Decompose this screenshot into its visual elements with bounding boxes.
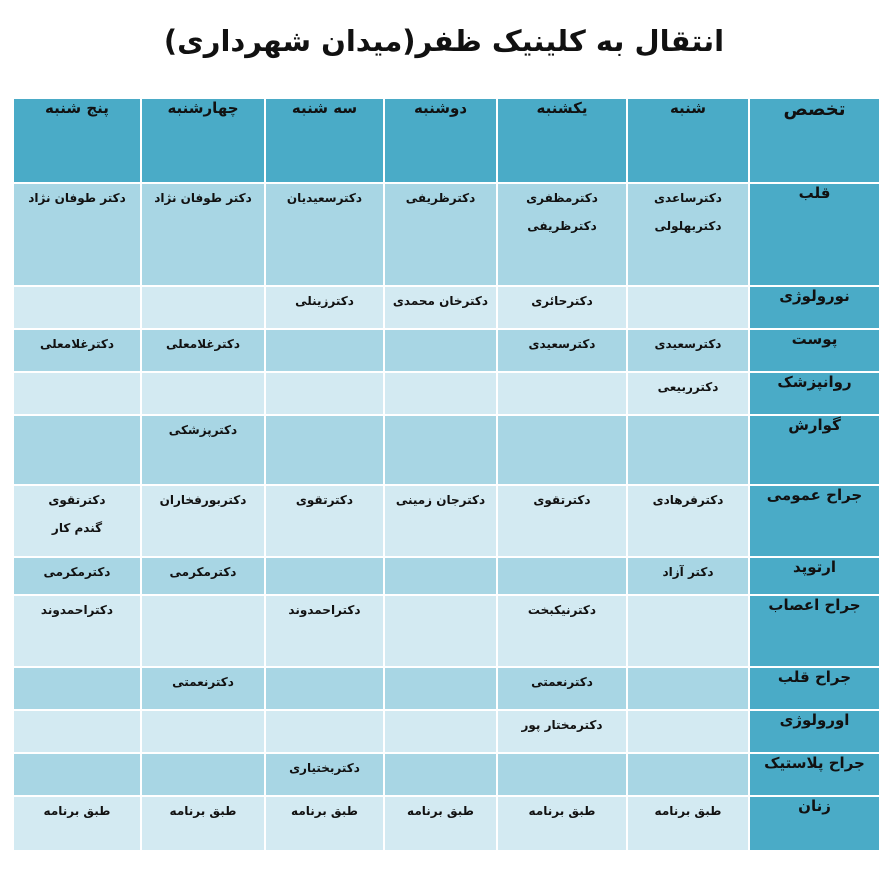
schedule-cell-thursday: [13, 183, 141, 286]
day-header-thursday: پنج شنبه: [13, 98, 141, 183]
doctor-name: طبق برنامه: [169, 804, 237, 818]
schedule-cell-saturday: [627, 753, 749, 796]
schedule-cell-tuesday: [265, 557, 384, 595]
schedule-cell-wednesday: [141, 485, 265, 557]
specialty-cell: جراح اعصاب: [749, 595, 880, 667]
table-row: [13, 372, 880, 415]
doctor-name: طبق برنامه: [291, 804, 358, 818]
schedule-cell-monday: [384, 372, 497, 415]
schedule-cell-saturday: [627, 485, 749, 557]
schedule-body: [13, 183, 880, 851]
schedule-cell-thursday: [13, 557, 141, 595]
schedule-cell-sunday: [497, 183, 627, 286]
schedule-cell-tuesday: [265, 667, 384, 710]
header-row: [13, 98, 880, 183]
doctor-name: دکترظریفی: [405, 191, 476, 205]
doctor-name: دکترتقوی: [295, 493, 354, 507]
schedule-cell-thursday: [13, 796, 141, 851]
doctor-name: دکترحائری: [531, 294, 593, 308]
schedule-cell-wednesday: [141, 372, 265, 415]
doctor-name: دکترغلامعلی: [165, 337, 241, 351]
specialty-cell: اورولوژی: [749, 710, 880, 753]
schedule-cell-sunday: [497, 485, 627, 557]
schedule-cell-thursday: [13, 415, 141, 485]
specialty-cell: جراح عمومی: [749, 485, 880, 557]
clinic-schedule-table: [12, 97, 881, 852]
schedule-cell-saturday: [627, 372, 749, 415]
schedule-cell-tuesday: [265, 796, 384, 851]
schedule-cell-tuesday: [265, 710, 384, 753]
table-row: [13, 557, 880, 595]
doctor-name: دکترربیعی: [657, 380, 719, 394]
day-header-sunday: یکشنبه: [497, 98, 627, 183]
doctor-name: دکترمکرمی: [169, 565, 237, 579]
page-title: انتقال به کلینیک ظفر(میدان شهرداری): [163, 24, 725, 58]
schedule-cell-monday: [384, 710, 497, 753]
doctor-name: دکترمکرمی: [43, 565, 111, 579]
schedule-cell-saturday: [627, 329, 749, 372]
schedule-cell-wednesday: [141, 796, 265, 851]
schedule-cell-monday: [384, 415, 497, 485]
doctor-name: دکترتقوی: [48, 493, 106, 507]
schedule-cell-tuesday: [265, 183, 384, 286]
doctor-name: دکتربهلولی: [654, 219, 722, 233]
specialty-cell: جراح پلاستیک: [749, 753, 880, 796]
schedule-cell-saturday: [627, 710, 749, 753]
specialty-cell: زنان: [749, 796, 880, 851]
schedule-cell-wednesday: [141, 710, 265, 753]
doctor-name: دکتر طوفان نژاد: [154, 191, 252, 205]
schedule-cell-saturday: [627, 183, 749, 286]
specialty-cell: ارتوپد: [749, 557, 880, 595]
doctor-name: دکتر طوفان نژاد: [28, 191, 126, 205]
schedule-cell-monday: [384, 485, 497, 557]
schedule-cell-tuesday: [265, 286, 384, 329]
doctor-name: دکترنعمتی: [531, 675, 593, 689]
schedule-cell-thursday: [13, 485, 141, 557]
table-row: [13, 595, 880, 667]
schedule-cell-monday: [384, 753, 497, 796]
schedule-cell-monday: [384, 557, 497, 595]
doctor-name: دکترزینلی: [295, 294, 354, 308]
doctor-name: گندم کار: [51, 521, 103, 535]
day-header-saturday: شنبه: [627, 98, 749, 183]
schedule-cell-monday: [384, 796, 497, 851]
schedule-cell-wednesday: [141, 415, 265, 485]
schedule-cell-saturday: [627, 415, 749, 485]
schedule-cell-thursday: [13, 710, 141, 753]
doctor-name: دکترجان زمینی: [395, 493, 486, 507]
table-row: [13, 667, 880, 710]
doctor-name: دکتربورفخاران: [159, 493, 247, 507]
schedule-cell-sunday: [497, 557, 627, 595]
schedule-cell-wednesday: [141, 667, 265, 710]
day-header-wednesday: چهارشنبه: [141, 98, 265, 183]
table-row: [13, 710, 880, 753]
schedule-cell-monday: [384, 183, 497, 286]
schedule-cell-monday: [384, 667, 497, 710]
doctor-name: طبق برنامه: [407, 804, 474, 818]
doctor-name: طبق برنامه: [43, 804, 111, 818]
schedule-cell-monday: [384, 329, 497, 372]
doctor-name: دکترفرهادی: [652, 493, 724, 507]
doctor-name: دکتراحمدوند: [288, 603, 361, 617]
schedule-cell-thursday: [13, 667, 141, 710]
schedule-cell-sunday: [497, 667, 627, 710]
doctor-name: طبق برنامه: [528, 804, 596, 818]
doctor-name: دکترسعیدی: [528, 337, 596, 351]
schedule-cell-sunday: [497, 753, 627, 796]
schedule-cell-sunday: [497, 415, 627, 485]
doctor-name: دکترنیکبخت: [527, 603, 597, 617]
schedule-cell-sunday: [497, 595, 627, 667]
table-row: [13, 183, 880, 286]
schedule-cell-sunday: [497, 372, 627, 415]
schedule-cell-sunday: [497, 286, 627, 329]
schedule-cell-monday: [384, 286, 497, 329]
schedule-cell-sunday: [497, 710, 627, 753]
schedule-cell-saturday: [627, 557, 749, 595]
schedule-cell-sunday: [497, 329, 627, 372]
doctor-name: دکتر آزاد: [662, 565, 714, 579]
schedule-cell-wednesday: [141, 595, 265, 667]
table-row: [13, 329, 880, 372]
schedule-cell-thursday: [13, 595, 141, 667]
specialty-cell: قلب: [749, 183, 880, 286]
doctor-name: دکترمظفری: [526, 191, 598, 205]
schedule-cell-wednesday: [141, 557, 265, 595]
table-row: [13, 796, 880, 851]
schedule-cell-saturday: [627, 595, 749, 667]
doctor-name: دکترساعدی: [654, 191, 722, 205]
doctor-name: دکترنعمتی: [172, 675, 234, 689]
schedule-cell-wednesday: [141, 183, 265, 286]
doctor-name: دکترظریفی: [527, 219, 597, 233]
specialty-cell: پوست: [749, 329, 880, 372]
specialty-cell: گوارش: [749, 415, 880, 485]
schedule-cell-tuesday: [265, 753, 384, 796]
schedule-cell-thursday: [13, 753, 141, 796]
table-row: [13, 286, 880, 329]
doctor-name: دکترسعیدیان: [286, 191, 363, 205]
schedule-cell-wednesday: [141, 329, 265, 372]
schedule-cell-wednesday: [141, 753, 265, 796]
schedule-cell-saturday: [627, 796, 749, 851]
doctor-name: دکترپزشکی: [168, 423, 238, 437]
schedule-cell-saturday: [627, 286, 749, 329]
doctor-name: دکترتقوی: [533, 493, 591, 507]
schedule-cell-tuesday: [265, 415, 384, 485]
schedule-cell-tuesday: [265, 595, 384, 667]
schedule-cell-thursday: [13, 329, 141, 372]
table-row: [13, 415, 880, 485]
schedule-cell-tuesday: [265, 329, 384, 372]
day-header-monday: دوشنبه: [384, 98, 497, 183]
schedule-cell-saturday: [627, 667, 749, 710]
table-row: [13, 753, 880, 796]
schedule-cell-tuesday: [265, 372, 384, 415]
schedule-cell-tuesday: [265, 485, 384, 557]
doctor-name: دکترخان محمدی: [392, 294, 489, 308]
schedule-cell-wednesday: [141, 286, 265, 329]
schedule-cell-thursday: [13, 372, 141, 415]
schedule-cell-sunday: [497, 796, 627, 851]
table-row: [13, 485, 880, 557]
doctor-name: دکتراحمدوند: [40, 603, 114, 617]
specialty-column-header: تخصص: [749, 98, 880, 183]
doctor-name: طبق برنامه: [654, 804, 722, 818]
doctor-name: دکترمختار پور: [521, 718, 603, 732]
doctor-name: دکتربختیاری: [289, 761, 360, 775]
specialty-cell: روانپزشک: [749, 372, 880, 415]
schedule-cell-monday: [384, 595, 497, 667]
day-header-tuesday: سه شنبه: [265, 98, 384, 183]
specialty-cell: جراح قلب: [749, 667, 880, 710]
schedule-cell-thursday: [13, 286, 141, 329]
doctor-name: دکترغلامعلی: [39, 337, 115, 351]
doctor-name: دکترسعیدی: [654, 337, 722, 351]
specialty-cell: نورولوژی: [749, 286, 880, 329]
